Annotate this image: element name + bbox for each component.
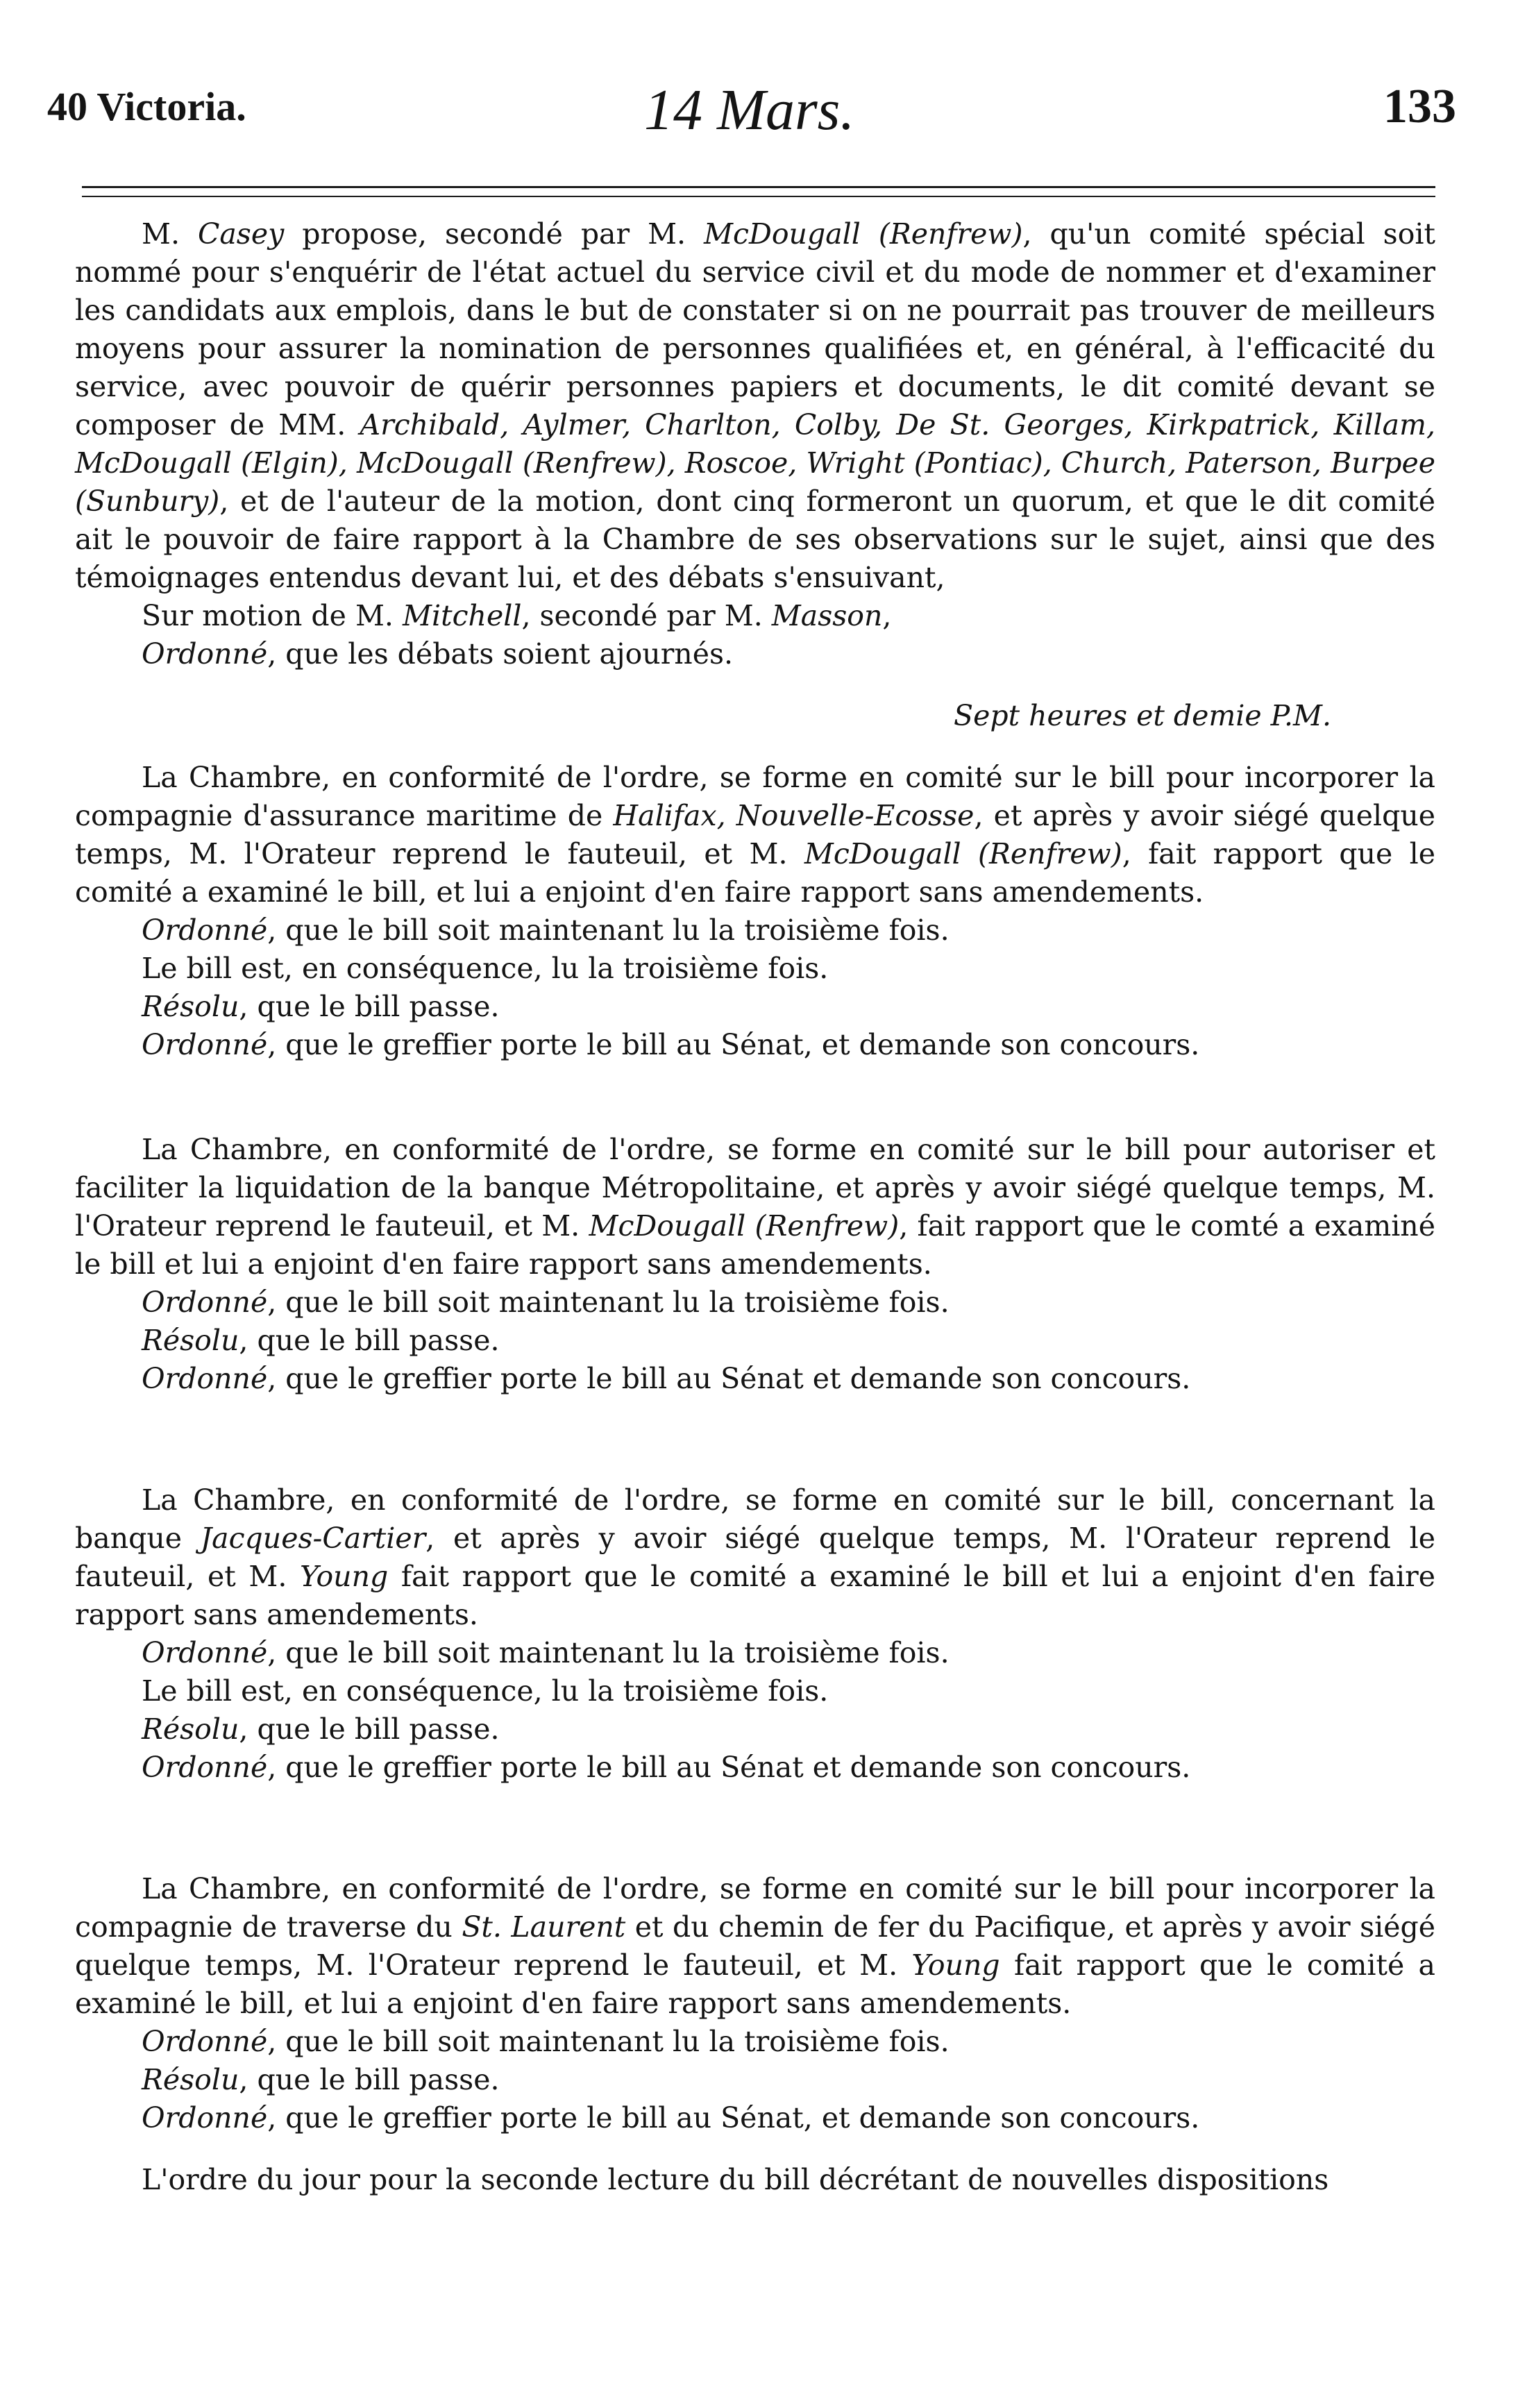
metropolitan-bank-paragraph: La Chambre, en conformité de l'ordre, se forme en comité sur le bill pour autoriser et faciliter la liquidation de la banque Métropolitaine, et après y avoir siégé quelque temps, M. l'Orateur reprend le fauteuil, et M. McDougall (Renfrew), fait rapport que le comté a examiné le bill et lui a enjoint d'en faire rapport sans amendements. [75,1133,1435,1281]
page-body [75,215,1435,2199]
page-number: 133 [1383,80,1456,133]
order-line: Ordonné, que le bill soit maintenant lu la troisième fois. [142,2025,950,2058]
page-date: 14 Mars. [644,78,855,142]
jacques-cartier-paragraph: La Chambre, en conformité de l'ordre, se forme en comité sur le bill, concernant la banque Jacques-Cartier, et après y avoir siégé quelque temps, M. l'Orateur reprend le fauteuil, et M. Young fait rapport que le comité a examiné le bill et lui a enjoint d'en faire rapport sans amendements. [75,1483,1436,1631]
order-of-day-paragraph: L'ordre du jour pour la seconde lecture du bill décrétant de nouvelles dispositions [142,2163,1329,2196]
order-line: Ordonné, que le bill soit maintenant lu la troisième fois. [142,913,950,947]
order-line: Ordonné, que le greffier porte le bill au Sénat et demande son concours. [142,1362,1191,1395]
order-line: Résolu, que le bill passe. [142,990,500,1023]
order-line: Résolu, que le bill passe. [142,1324,500,1357]
order-line: Ordonné, que le bill soit maintenant lu la troisième fois. [142,1636,950,1669]
adjournment-order: Ordonné, que les débats soient ajournés. [142,637,734,671]
order-line: Résolu, que le bill passe. [142,1712,500,1746]
motion-paragraph: M. Casey propose, secondé par M. McDougall (Renfrew), qu'un comité spécial soit nommé pour s'enquérir de l'état actuel du service civil et du mode de nommer et d'examiner les candidats aux emplois, dans le but de constater si on ne pourrait pas trouver de meilleurs moyens pour assurer la nomination de personnes qualifiées et, en général, à l'efficacité du service, avec pouvoir de quérir personnes papiers et documents, le dit comité devant se composer de MM. Archibald, Aylmer, Charlton, Colby, De St. Georges, Kirkpatrick, Killam, McDougall (Elgin), McDougall (Renfrew), Roscoe, Wright (Pontiac), Church, Paterson, Burpee (Sunbury), et de l'auteur de la motion, dont cinq formeront un quorum, et que le dit comité ait le pouvoir de faire rapport à la Chambre de ses observations sur le sujet, ainsi que des témoignages entendus devant lui, et des débats s'ensuivant, [75,217,1435,594]
st-laurent-paragraph: La Chambre, en conformité de l'ordre, se forme en comité sur le bill pour incorporer la compagnie de traverse du St. Laurent et du chemin de fer du Pacifique, et après y avoir siégé quelque temps, M. l'Orateur reprend le fauteuil, et M. Young fait rapport que le comité a examiné le bill, et lui a enjoint d'en faire rapport sans amendements. [75,1872,1436,2020]
time-heading: Sept heures et demie P.M. [953,699,1331,732]
regnal-year: 40 Victoria. [47,84,246,129]
order-line: Le bill est, en conséquence, lu la troisième fois. [142,1674,829,1708]
order-line: Résolu, que le bill passe. [142,2063,500,2096]
header-rule-top [82,186,1435,188]
adjournment-motion: Sur motion de M. Mitchell, secondé par M. Masson, [142,599,892,632]
order-line: Ordonné, que le greffier porte le bill au Sénat, et demande son concours. [142,2101,1200,2135]
page-header [47,76,1456,146]
order-line: Ordonné, que le greffier porte le bill au Sénat et demande son concours. [142,1751,1191,1784]
order-line: Ordonné, que le greffier porte le bill au Sénat, et demande son concours. [142,1028,1200,1061]
order-line: Ordonné, que le bill soit maintenant lu la troisième fois. [142,1286,950,1319]
order-line: Le bill est, en conséquence, lu la troisième fois. [142,952,829,985]
halifax-bill-paragraph: La Chambre, en conformité de l'ordre, se forme en comité sur le bill pour incorporer la compagnie d'assurance maritime de Halifax, Nouvelle-Ecosse, et après y avoir siégé quelque temps, M. l'Orateur reprend le fauteuil, et M. McDougall (Renfrew), fait rapport que le comité a examiné le bill, et lui a enjoint d'en faire rapport sans amendements. [75,761,1435,909]
header-rule-bottom [82,196,1435,197]
